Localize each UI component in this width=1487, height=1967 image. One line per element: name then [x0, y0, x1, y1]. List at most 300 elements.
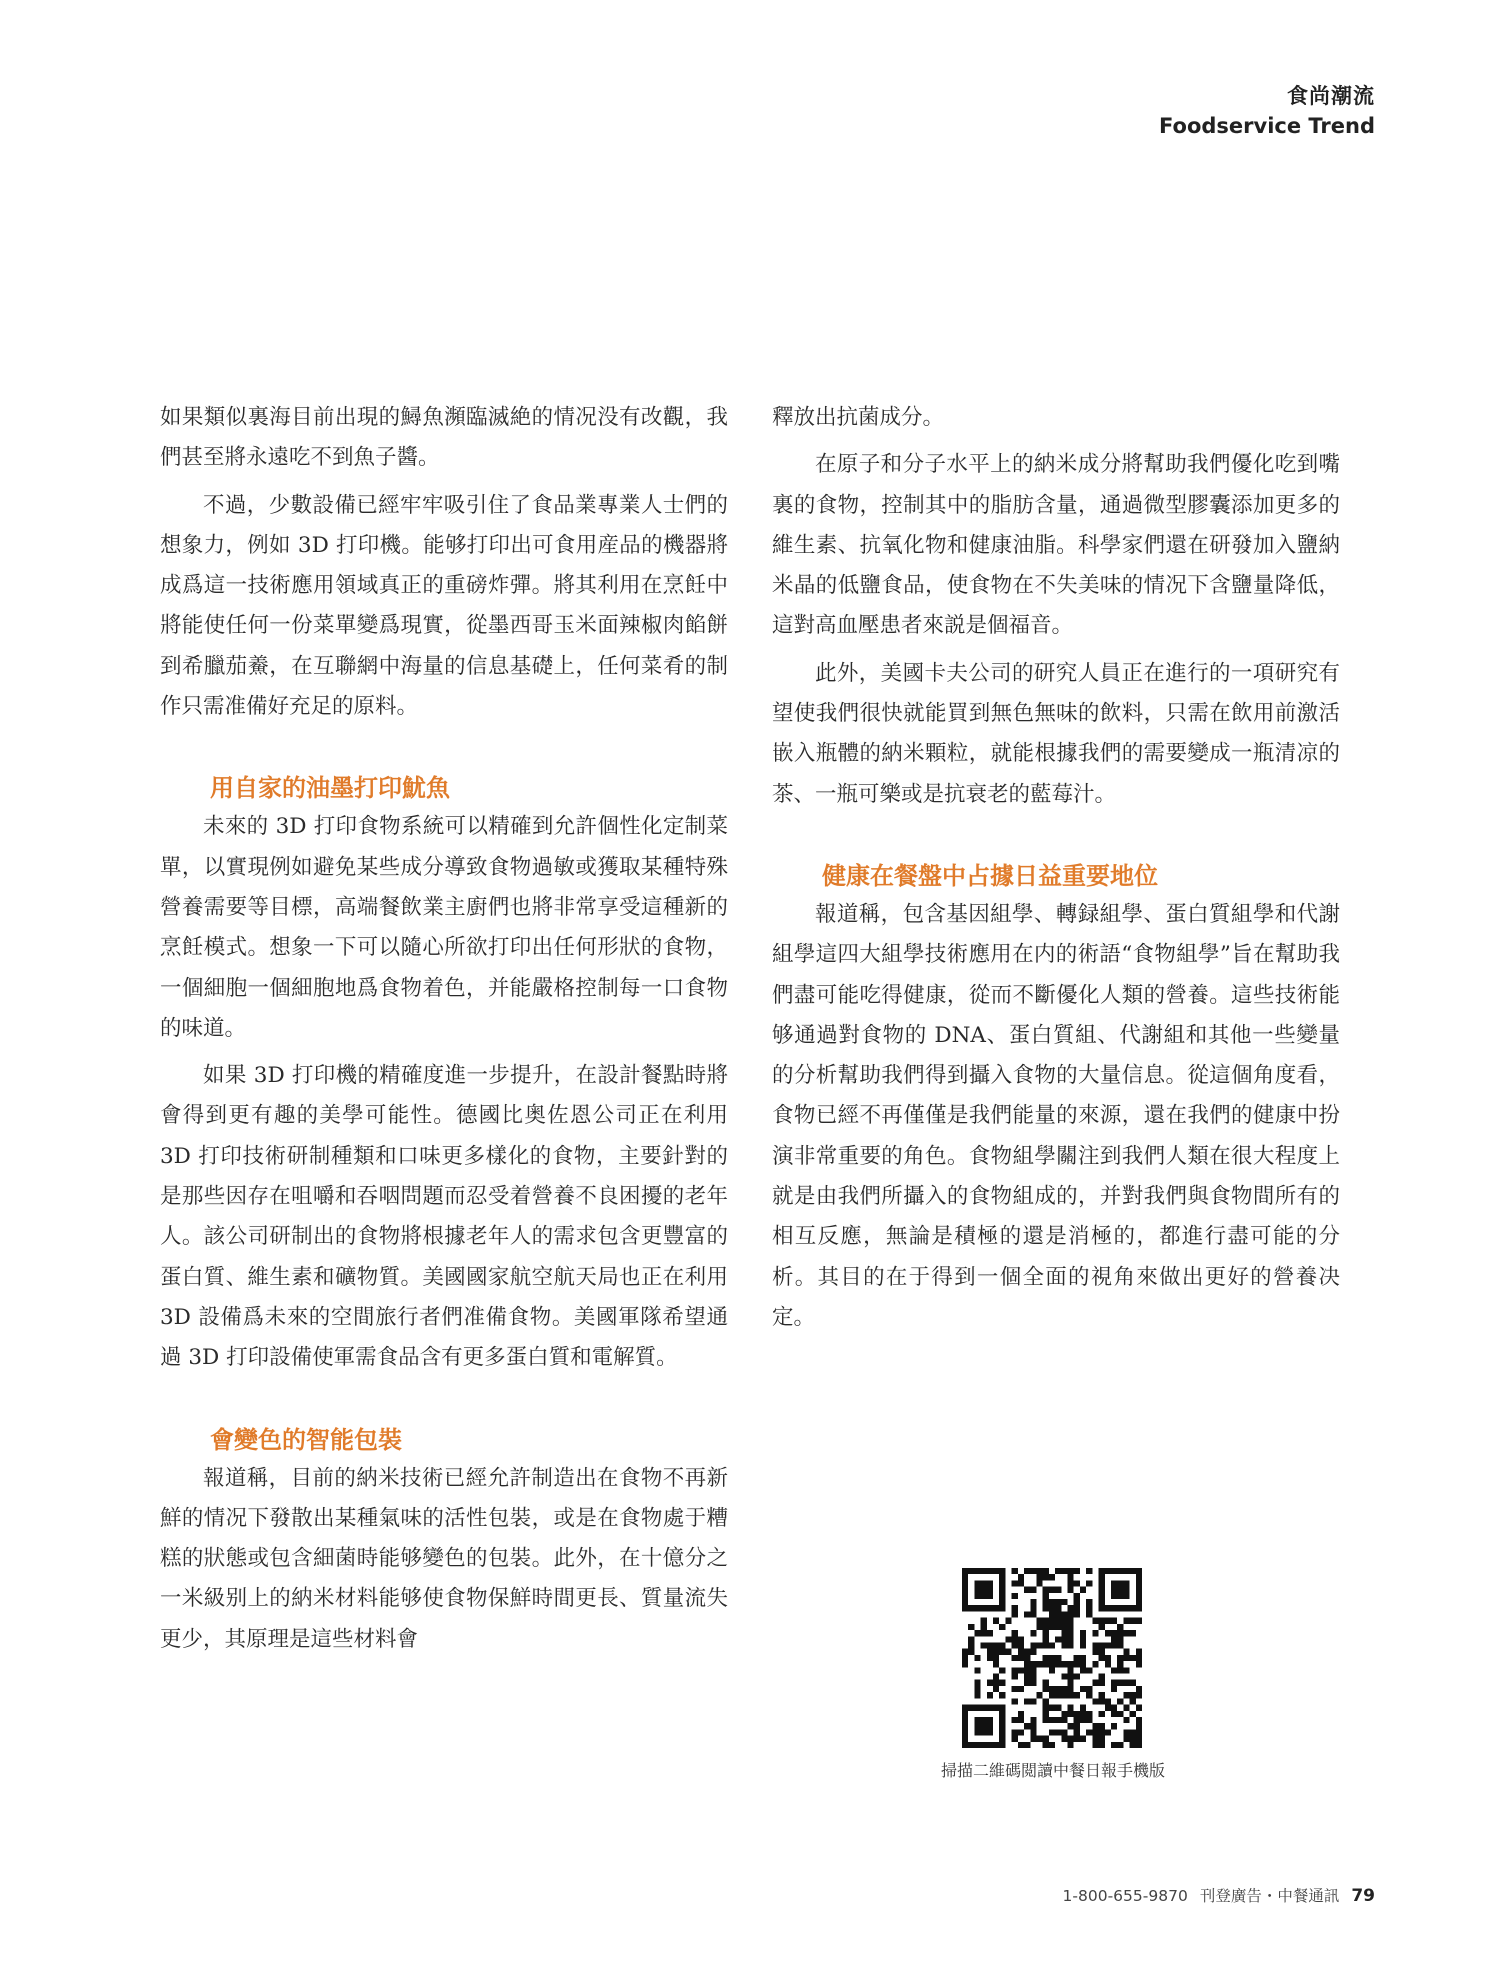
- qr-module: [1049, 1705, 1055, 1711]
- qr-module: [974, 1692, 980, 1698]
- qr-module: [1117, 1580, 1123, 1586]
- qr-module: [1068, 1568, 1074, 1574]
- qr-module: [1123, 1729, 1129, 1735]
- qr-module: [962, 1580, 968, 1586]
- qr-module: [1080, 1636, 1086, 1642]
- qr-module: [1099, 1642, 1105, 1648]
- qr-module: [1061, 1624, 1067, 1630]
- qr-module: [974, 1729, 980, 1735]
- qr-module: [1043, 1587, 1049, 1593]
- qr-module: [962, 1599, 968, 1605]
- qr-module: [1123, 1705, 1129, 1711]
- qr-module: [987, 1742, 993, 1748]
- qr-module: [1136, 1593, 1142, 1599]
- qr-module: [999, 1692, 1005, 1698]
- qr-module: [1130, 1711, 1136, 1717]
- qr-module: [1043, 1717, 1049, 1723]
- qr-module: [974, 1667, 980, 1673]
- section-heading: 健康在餐盤中占據日益重要地位: [822, 861, 1158, 890]
- qr-module: [968, 1636, 974, 1642]
- qr-module: [1105, 1630, 1111, 1636]
- qr-module: [993, 1661, 999, 1667]
- qr-module: [1130, 1736, 1136, 1742]
- qr-module: [1111, 1636, 1117, 1642]
- qr-module: [1018, 1729, 1024, 1735]
- qr-module: [1123, 1717, 1129, 1723]
- qr-module: [1012, 1655, 1018, 1661]
- qr-module: [993, 1705, 999, 1711]
- qr-module: [1068, 1611, 1074, 1617]
- qr-module: [1099, 1618, 1105, 1624]
- qr-module: [962, 1717, 968, 1723]
- qr-module: [1049, 1605, 1055, 1611]
- qr-module: [1099, 1692, 1105, 1698]
- qr-module: [1123, 1649, 1129, 1655]
- qr-module: [993, 1618, 999, 1624]
- qr-code-icon[interactable]: [962, 1568, 1142, 1748]
- qr-module: [1099, 1599, 1105, 1605]
- qr-module: [1005, 1618, 1011, 1624]
- qr-module: [1136, 1587, 1142, 1593]
- qr-module: [968, 1568, 974, 1574]
- qr-module: [1030, 1611, 1036, 1617]
- qr-module: [1123, 1680, 1129, 1686]
- qr-module: [968, 1705, 974, 1711]
- qr-module: [1049, 1655, 1055, 1661]
- qr-module: [1117, 1667, 1123, 1673]
- qr-module: [993, 1568, 999, 1574]
- qr-module: [1080, 1711, 1086, 1717]
- qr-module: [981, 1717, 987, 1723]
- qr-module: [981, 1742, 987, 1748]
- qr-module: [1012, 1605, 1018, 1611]
- qr-module: [1123, 1605, 1129, 1611]
- qr-module: [1068, 1723, 1074, 1729]
- qr-module: [1074, 1611, 1080, 1617]
- qr-module: [962, 1711, 968, 1717]
- qr-module: [1043, 1618, 1049, 1624]
- qr-module: [999, 1736, 1005, 1742]
- qr-module: [974, 1568, 980, 1574]
- qr-module: [1136, 1655, 1142, 1661]
- qr-module: [1105, 1655, 1111, 1661]
- qr-module: [1024, 1680, 1030, 1686]
- qr-module: [993, 1605, 999, 1611]
- qr-module: [999, 1580, 1005, 1586]
- qr-module: [1068, 1630, 1074, 1636]
- qr-module: [1111, 1667, 1117, 1673]
- qr-module: [1086, 1599, 1092, 1605]
- qr-module: [1111, 1593, 1117, 1599]
- qr-module: [1024, 1611, 1030, 1617]
- paragraph: 報道稱，目前的納米技術已經允許制造出在食物不再新鮮的情况下發散出某種氣味的活性包裝，或是在食物處于糟糕的狀態或包含細菌時能够變色的包裝。此外，在十億分之一米級别上的納米材料能够使食物保鮮時間更長、質量流失更少，其原理是這些材料會: [160, 1465, 728, 1652]
- qr-module: [993, 1742, 999, 1748]
- qr-module: [974, 1605, 980, 1611]
- qr-module: [987, 1729, 993, 1735]
- qr-module: [1117, 1593, 1123, 1599]
- qr-module: [1043, 1655, 1049, 1661]
- qr-module: [1055, 1599, 1061, 1605]
- qr-module: [1136, 1717, 1142, 1723]
- qr-module: [1074, 1655, 1080, 1661]
- qr-module: [1012, 1674, 1018, 1680]
- section-heading: 用自家的油墨打印魷魚: [210, 774, 450, 803]
- qr-module: [1061, 1568, 1067, 1574]
- qr-module: [1123, 1692, 1129, 1698]
- qr-module: [1005, 1649, 1011, 1655]
- qr-module: [1061, 1661, 1067, 1667]
- qr-module: [1055, 1686, 1061, 1692]
- qr-module: [1036, 1568, 1042, 1574]
- qr-module: [1111, 1568, 1117, 1574]
- qr-module: [1030, 1587, 1036, 1593]
- qr-module: [1111, 1711, 1117, 1717]
- qr-module: [1105, 1661, 1111, 1667]
- qr-module: [987, 1605, 993, 1611]
- qr-module: [1018, 1655, 1024, 1661]
- qr-module: [993, 1680, 999, 1686]
- qr-module: [1043, 1605, 1049, 1611]
- qr-module: [987, 1580, 993, 1586]
- qr-module: [1055, 1611, 1061, 1617]
- qr-module: [1043, 1599, 1049, 1605]
- paragraph: 不過，少數設備已經牢牢吸引住了食品業專業人士們的想象力，例如 3D 打印機。能够打印出可食用産品的機器將成爲這一技術應用領域真正的重磅炸彈。將其利用在烹飪中將能使任何一份菜單變爲現實，從墨西哥玉米面辣椒肉餡餅到希臘茄鯗，在互聯網中海量的信息基礎上，任何菜肴的制作只需准備好充足的原料。: [160, 492, 728, 720]
- paragraph: 如果 3D 打印機的精確度進一步提升，在設計餐點時將會得到更有趣的美學可能性。德國比奥佐恩公司正在利用 3D 打印技術研制種類和口味更多樣化的食物，主要針對的是那些因存在咀嚼和吞咽問題而忍受着營養不良困擾的老年人。該公司研制出的食物將根據老年人的需求包含更豐富的蛋白質、維生素和礦物質。美國國家航空航天局也正在利用 3D 設備爲未來的空間旅行者們准備食物。美國軍隊希望通過 3D 打印設備使軍需食品含有更多蛋白質和電解質。: [160, 1063, 728, 1371]
- qr-module: [1030, 1723, 1036, 1729]
- qr-module: [999, 1587, 1005, 1593]
- qr-module: [981, 1580, 987, 1586]
- qr-module: [1130, 1680, 1136, 1686]
- qr-module: [1111, 1686, 1117, 1692]
- qr-module: [1086, 1580, 1092, 1586]
- page-footer: [1063, 1884, 1375, 1906]
- qr-module: [1036, 1580, 1042, 1586]
- qr-module: [1099, 1711, 1105, 1717]
- qr-module: [1055, 1729, 1061, 1735]
- qr-module: [1068, 1642, 1074, 1648]
- qr-module: [999, 1723, 1005, 1729]
- qr-module: [968, 1605, 974, 1611]
- qr-module: [1049, 1642, 1055, 1648]
- qr-module: [1136, 1729, 1142, 1735]
- qr-module: [1099, 1655, 1105, 1661]
- qr-module: [1123, 1618, 1129, 1624]
- qr-module: [1136, 1742, 1142, 1748]
- qr-module: [999, 1717, 1005, 1723]
- qr-module: [1136, 1723, 1142, 1729]
- qr-module: [1092, 1729, 1098, 1735]
- qr-module: [1043, 1636, 1049, 1642]
- qr-module: [1061, 1630, 1067, 1636]
- qr-module: [1043, 1630, 1049, 1636]
- qr-module: [999, 1574, 1005, 1580]
- qr-module: [974, 1686, 980, 1692]
- qr-module: [1080, 1686, 1086, 1692]
- qr-module: [1086, 1692, 1092, 1698]
- qr-module: [981, 1587, 987, 1593]
- qr-module: [1105, 1618, 1111, 1624]
- qr-module: [1049, 1618, 1055, 1624]
- qr-module: [1030, 1698, 1036, 1704]
- qr-module: [1061, 1686, 1067, 1692]
- qr-module: [1018, 1642, 1024, 1648]
- qr-caption: 掃描二維碼閲讀中餐日報手機版: [940, 1761, 1165, 1780]
- qr-module: [987, 1649, 993, 1655]
- qr-module: [974, 1580, 980, 1586]
- qr-module: [1030, 1649, 1036, 1655]
- qr-module: [1136, 1599, 1142, 1605]
- qr-module: [1049, 1661, 1055, 1667]
- qr-module: [1012, 1736, 1018, 1742]
- qr-module: [1012, 1729, 1018, 1735]
- qr-module: [1036, 1618, 1042, 1624]
- qr-module: [1086, 1686, 1092, 1692]
- qr-module: [1049, 1692, 1055, 1698]
- qr-module: [1092, 1723, 1098, 1729]
- qr-module: [1111, 1587, 1117, 1593]
- qr-module: [981, 1624, 987, 1630]
- qr-module: [1024, 1568, 1030, 1574]
- qr-module: [1049, 1599, 1055, 1605]
- qr-module: [1012, 1642, 1018, 1648]
- qr-module: [987, 1642, 993, 1648]
- qr-module: [1049, 1574, 1055, 1580]
- qr-module: [1049, 1686, 1055, 1692]
- qr-module: [1105, 1568, 1111, 1574]
- qr-module: [1117, 1605, 1123, 1611]
- qr-module: [1111, 1723, 1117, 1729]
- qr-module: [1055, 1705, 1061, 1711]
- qr-module: [1130, 1692, 1136, 1698]
- qr-module: [999, 1742, 1005, 1748]
- qr-module: [1049, 1667, 1055, 1673]
- qr-module: [1036, 1692, 1042, 1698]
- qr-module: [1036, 1624, 1042, 1630]
- qr-module: [1136, 1705, 1142, 1711]
- qr-module: [1018, 1742, 1024, 1748]
- qr-module: [1030, 1680, 1036, 1686]
- qr-module: [1086, 1611, 1092, 1617]
- qr-module: [1049, 1717, 1055, 1723]
- qr-module: [1117, 1655, 1123, 1661]
- qr-module: [999, 1642, 1005, 1648]
- qr-module: [1061, 1618, 1067, 1624]
- qr-module: [1018, 1636, 1024, 1642]
- paragraph: 此外，美國卡夫公司的研究人員正在進行的一項研究有望使我們很快就能買到無色無味的飲料，只需在飲用前激活嵌入瓶體的納米顆粒，就能根據我們的需要變成一瓶清凉的茶、一瓶可樂或是抗衰老的藍莓汁。: [772, 660, 1340, 807]
- qr-module: [1099, 1580, 1105, 1586]
- qr-module: [1123, 1667, 1129, 1673]
- qr-module: [968, 1649, 974, 1655]
- qr-module: [1086, 1667, 1092, 1673]
- qr-module: [1111, 1630, 1117, 1636]
- qr-module: [1043, 1742, 1049, 1748]
- qr-module: [981, 1705, 987, 1711]
- qr-module: [1117, 1642, 1123, 1648]
- qr-module: [1061, 1599, 1067, 1605]
- qr-module: [968, 1624, 974, 1630]
- qr-module: [1061, 1611, 1067, 1617]
- qr-module: [1136, 1692, 1142, 1698]
- qr-module: [1018, 1667, 1024, 1673]
- qr-module: [1080, 1587, 1086, 1593]
- qr-module: [1012, 1717, 1018, 1723]
- qr-module: [1074, 1605, 1080, 1611]
- qr-module: [974, 1593, 980, 1599]
- qr-module: [1074, 1661, 1080, 1667]
- qr-module: [962, 1593, 968, 1599]
- qr-module: [1005, 1636, 1011, 1642]
- qr-module: [1043, 1705, 1049, 1711]
- qr-module: [1092, 1618, 1098, 1624]
- qr-module: [1055, 1661, 1061, 1667]
- qr-module: [1130, 1729, 1136, 1735]
- qr-module: [981, 1593, 987, 1599]
- qr-module: [987, 1692, 993, 1698]
- qr-module: [1111, 1618, 1117, 1624]
- qr-module: [987, 1705, 993, 1711]
- qr-module: [1099, 1674, 1105, 1680]
- qr-module: [1030, 1667, 1036, 1673]
- qr-module: [1117, 1568, 1123, 1574]
- qr-module: [1130, 1698, 1136, 1704]
- page-number: 79: [1351, 1886, 1375, 1906]
- qr-module: [1068, 1580, 1074, 1586]
- paragraph: 在原子和分子水平上的納米成分將幫助我們優化吃到嘴裏的食物，控制其中的脂肪含量，通過微型膠囊添加更多的維生素、抗氧化物和健康油脂。科學家們還在研發加入鹽納米晶的低鹽食品，使食物在不失美味的情况下含鹽量降低，這對高血壓患者來説是個福音。: [772, 452, 1340, 639]
- qr-module: [987, 1717, 993, 1723]
- qr-module: [1049, 1729, 1055, 1735]
- qr-module: [1080, 1661, 1086, 1667]
- qr-module: [1099, 1649, 1105, 1655]
- qr-module: [1043, 1568, 1049, 1574]
- qr-module: [1068, 1661, 1074, 1667]
- paragraph: 未來的 3D 打印食物系統可以精確到允許個性化定制菜單，以實現例如避免某些成分導致食物過敏或獲取某種特殊營養需要等目標，高端餐飲業主廚們也將非常享受這種新的烹飪模式。想象一下可以隨心所欲打印出任何形狀的食物，一個細胞一個細胞地爲食物着色，并能嚴格控制每一口食物的味道。: [160, 814, 728, 1041]
- qr-module: [1068, 1605, 1074, 1611]
- qr-module: [1111, 1605, 1117, 1611]
- qr-module: [962, 1661, 968, 1667]
- qr-module: [1043, 1661, 1049, 1667]
- qr-module: [968, 1742, 974, 1748]
- qr-module: [999, 1568, 1005, 1574]
- qr-module: [999, 1649, 1005, 1655]
- qr-module: [1105, 1729, 1111, 1735]
- qr-module: [993, 1642, 999, 1648]
- qr-module: [1136, 1568, 1142, 1574]
- qr-module: [1105, 1642, 1111, 1648]
- qr-module: [1061, 1736, 1067, 1742]
- qr-module: [1043, 1680, 1049, 1686]
- qr-module: [1092, 1661, 1098, 1667]
- qr-module: [1099, 1680, 1105, 1686]
- qr-code-graphic: [962, 1568, 1142, 1748]
- qr-module: [1030, 1630, 1036, 1636]
- qr-module: [981, 1605, 987, 1611]
- qr-module: [974, 1705, 980, 1711]
- qr-module: [1074, 1674, 1080, 1680]
- footer-ad-label: 刊登廣告・中餐通訊: [1199, 1887, 1340, 1905]
- qr-module: [1068, 1587, 1074, 1593]
- qr-module: [1123, 1736, 1129, 1742]
- qr-module: [1043, 1698, 1049, 1704]
- qr-module: [1049, 1611, 1055, 1617]
- qr-module: [1123, 1568, 1129, 1574]
- qr-module: [987, 1680, 993, 1686]
- qr-module: [1068, 1705, 1074, 1711]
- qr-module: [1117, 1630, 1123, 1636]
- qr-module: [981, 1618, 987, 1624]
- footer-phone: 1-800-655-9870: [1062, 1887, 1188, 1905]
- qr-module: [962, 1736, 968, 1742]
- qr-module: [1117, 1636, 1123, 1642]
- qr-module: [1086, 1729, 1092, 1735]
- qr-module: [1055, 1568, 1061, 1574]
- qr-module: [1068, 1618, 1074, 1624]
- qr-module: [1061, 1717, 1067, 1723]
- qr-module: [968, 1642, 974, 1648]
- qr-module: [1068, 1636, 1074, 1642]
- qr-module: [1117, 1680, 1123, 1686]
- qr-module: [1024, 1661, 1030, 1667]
- qr-module: [1099, 1723, 1105, 1729]
- qr-module: [1043, 1736, 1049, 1742]
- qr-module: [1099, 1593, 1105, 1599]
- qr-module: [1055, 1587, 1061, 1593]
- qr-module: [1030, 1729, 1036, 1735]
- qr-module: [1123, 1580, 1129, 1586]
- qr-module: [999, 1593, 1005, 1599]
- qr-module: [1105, 1698, 1111, 1704]
- qr-module: [1055, 1618, 1061, 1624]
- qr-module: [1111, 1705, 1117, 1711]
- qr-module: [999, 1599, 1005, 1605]
- qr-module: [962, 1723, 968, 1729]
- qr-module: [1036, 1736, 1042, 1742]
- qr-module: [981, 1729, 987, 1735]
- qr-module: [999, 1705, 1005, 1711]
- paragraph: 釋放出抗菌成分。: [772, 405, 945, 430]
- qr-module: [1092, 1742, 1098, 1748]
- qr-module: [1068, 1667, 1074, 1673]
- qr-module: [1049, 1624, 1055, 1630]
- qr-module: [1074, 1711, 1080, 1717]
- qr-module: [1074, 1593, 1080, 1599]
- qr-module: [1099, 1698, 1105, 1704]
- qr-module: [1092, 1642, 1098, 1648]
- qr-module: [1092, 1649, 1098, 1655]
- qr-module: [1080, 1717, 1086, 1723]
- qr-module: [974, 1723, 980, 1729]
- qr-module: [1018, 1649, 1024, 1655]
- qr-module: [962, 1742, 968, 1748]
- qr-module: [1117, 1698, 1123, 1704]
- qr-module: [1030, 1717, 1036, 1723]
- qr-module: [1030, 1642, 1036, 1648]
- qr-module: [1092, 1698, 1098, 1704]
- qr-module: [1018, 1580, 1024, 1586]
- qr-module: [1117, 1587, 1123, 1593]
- qr-module: [1012, 1593, 1018, 1599]
- qr-module: [1130, 1655, 1136, 1661]
- paragraph: 報道稱，包含基因組學、轉録組學、蛋白質組學和代謝組學這四大組學技術應用在内的術語“食物組學”旨在幫助我們盡可能吃得健康，從而不斷優化人類的營養。這些技術能够通過對食物的 DNA、蛋白質組、代謝組和其他一些變量的分析幫助我們得到攝入食物的大量信息。從這個角度看，食物已經不再僅僅是我們能量的來源，還在我們的健康中扮演非常重要的角色。食物組學關注到我們人類在很大程度上就是由我們所攝入的食物組成的，并對我們與食物間所有的相互反應，無論是積極的還是消極的，都進行盡可能的分析。其目的在于得到一個全面的視角來做出更好的營養决定。: [772, 901, 1340, 1330]
- qr-module: [981, 1630, 987, 1636]
- section-title-en: Foodservice Trend: [1159, 114, 1375, 138]
- qr-module: [1074, 1729, 1080, 1735]
- qr-module: [1055, 1692, 1061, 1698]
- qr-module: [1074, 1692, 1080, 1698]
- section-heading: 會變色的智能包裝: [210, 1425, 402, 1454]
- qr-module: [981, 1723, 987, 1729]
- qr-module: [1099, 1736, 1105, 1742]
- qr-module: [974, 1630, 980, 1636]
